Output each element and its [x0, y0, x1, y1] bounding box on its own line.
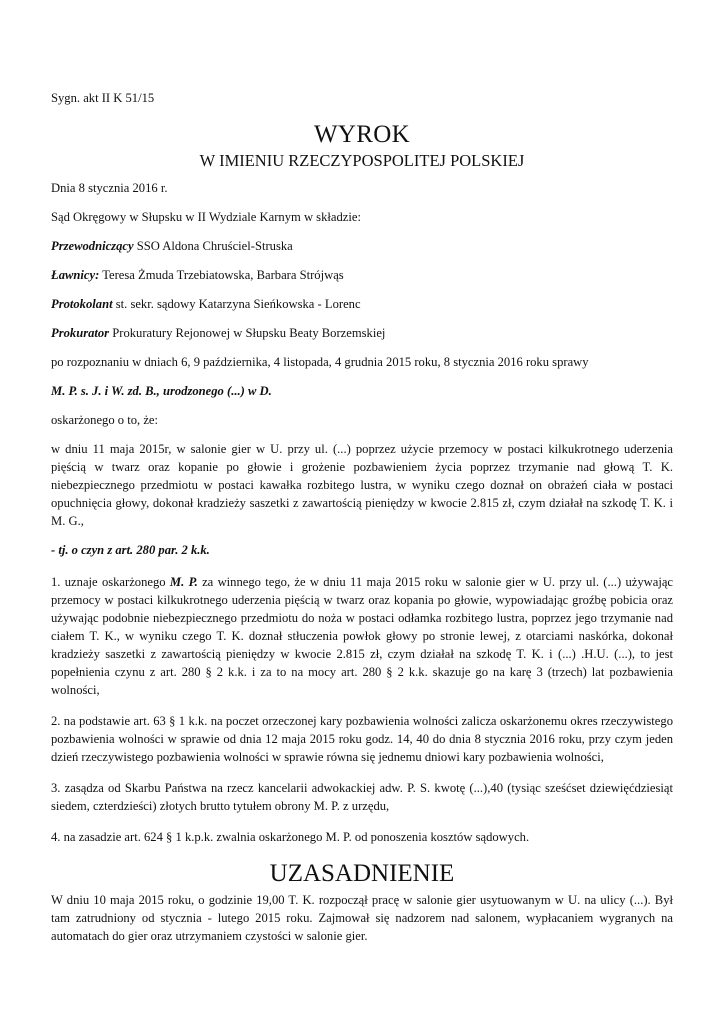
lay-judges-label: Ławnicy:	[51, 268, 100, 282]
clerk-label: Protokolant	[51, 297, 113, 311]
justification-paragraph: W dniu 10 maja 2015 roku, o godzinie 19,00 T. K. rozpoczął pracę w salonie gier usytuowanym w U. na ulicy (...). Był tam zatrudniony od stycznia - lutego 2015 roku. Zajmował się nadzorem nad salonem, wypłacaniem wygranych na automatach do gier oraz utrzymaniem czystości w salonie gier.	[51, 893, 673, 943]
case-signature: Sygn. akt II K 51/15	[51, 91, 155, 105]
charge-text: w dniu 11 maja 2015r, w salonie gier w U. przy ul. (...) poprzez użycie przemocy w postaci kilkukrotnego uderzenia pięścią w twarz oraz kopanie po głowie i grożenie pozbawieniem życia poprzez trzymanie nad głową T. K. niebezpiecznego przedmiotu w postaci kawałka rozbitego lustra, w wyniku czego doznał on obrażeń ciała w postaci opuchnięcia głowy, dokonał kradzieży saszetki z zawartością pieniędzy w kwocie 2.815 zł, czym działał na szkodę T. K. i M. G.,	[51, 442, 673, 528]
verdict-item-3	[51, 779, 673, 815]
verdict-item-4-number: 4.	[51, 830, 61, 844]
lay-judges-value: Teresa Żmuda Trzebiatowska, Barbara Strójwąs	[99, 268, 344, 282]
verdict-item-4-text: na zasadzie art. 624 § 1 k.p.k. zwalnia oskarżonego M. P. od ponoszenia kosztów sądowych.	[60, 830, 530, 844]
verdict-item-1-text-a: uznaje oskarżonego	[60, 575, 170, 589]
justification-title: UZASADNIENIE	[269, 860, 455, 887]
prosecutor-value: Prokuratury Rejonowej w Słupsku Beaty Borzemskiej	[109, 326, 386, 340]
verdict-item-1-defendant: M. P.	[169, 575, 198, 589]
chair-value: SSO Aldona Chruściel-Struska	[133, 239, 293, 253]
verdict-item-2-number: 2.	[51, 714, 61, 728]
charge-article: - tj. o czyn z art. 280 par. 2 k.k.	[51, 543, 210, 557]
hearing-dates: po rozpoznaniu w dniach 6, 9 października, 4 listopada, 4 grudnia 2015 roku, 8 stycznia 2016 roku sprawy	[51, 355, 589, 369]
prosecutor-line	[51, 324, 673, 342]
lay-judges-line	[51, 266, 673, 284]
accused-of: oskarżonego o to, że:	[51, 413, 159, 427]
verdict-item-1-number: 1.	[51, 575, 61, 589]
court-intro: Sąd Okręgowy w Słupsku w II Wydziale Karnym w składzie:	[51, 210, 361, 224]
verdict-item-4	[51, 828, 673, 846]
clerk-line	[51, 295, 673, 313]
chair-line	[51, 237, 673, 255]
judgment-subtitle: W IMIENIU RZECZYPOSPOLITEJ POLSKIEJ	[199, 151, 525, 170]
verdict-item-2-text: na podstawie art. 63 § 1 k.k. na poczet orzeczonej kary pozbawienia wolności zalicza oskarżonemu okres rzeczywistego pozbawienia wolności w sprawie od dnia 12 maja 2015 roku godz. 14, 40 do dnia 8 stycznia 2016 roku, przy czym jeden dzień rzeczywistego pozbawienia wolności w sprawie równa się jednemu dniowi kary pozbawienia wolności,	[51, 714, 673, 764]
verdict-item-3-text: zasądza od Skarbu Państwa na rzecz kancelarii adwokackiej adw. P. S. kwotę (...),40 (tysiąc sześćset dziewięćdziesiąt siedem, czterdzieści) złotych brutto tytułem obrony M. P. z urzędu,	[51, 781, 673, 813]
document-page	[51, 89, 673, 945]
prosecutor-label: Prokurator	[51, 326, 110, 340]
defendant-name: M. P. s. J. i W. zd. B., urodzonego (...) w D.	[51, 384, 272, 398]
clerk-value: st. sekr. sądowy Katarzyna Sieńkowska - Lorenc	[112, 297, 361, 311]
verdict-item-2	[51, 712, 673, 766]
judgment-date: Dnia 8 stycznia 2016 r.	[51, 181, 168, 195]
verdict-item-3-number: 3.	[51, 781, 61, 795]
verdict-item-1	[51, 573, 673, 699]
judgment-title: WYROK	[314, 121, 410, 148]
chair-label: Przewodniczący	[51, 239, 134, 253]
verdict-item-1-text-b: za winnego tego, że w dniu 11 maja 2015 roku w salonie gier w U. przy ul. (...) używając przemocy w postaci kilkukrotnego uderzenia pięścią w twarz oraz kopania po głowie, wypowiadając groźbę pobicia oraz używając podobnie niebezpiecznego przedmiotu do noża w postaci odłamka rozbitego lustra, poprzez jego trzymanie nad ciałem T. K., w wyniku czego T. K. doznał stłuczenia powłok głowy po stronie lewej, z otarciami naskórka, dokonał kradzieży saszetki z zawartością pieniędzy w kwocie 2.815 zł, czym działał na szkodę T. K. i (...) .H.U. (...), to jest popełnienia czynu z art. 280 § 2 k.k. i za to na mocy art. 280 § 2 k.k. skazuje go na karę 3 (trzech) lat pozbawienia wolności,	[51, 575, 674, 697]
